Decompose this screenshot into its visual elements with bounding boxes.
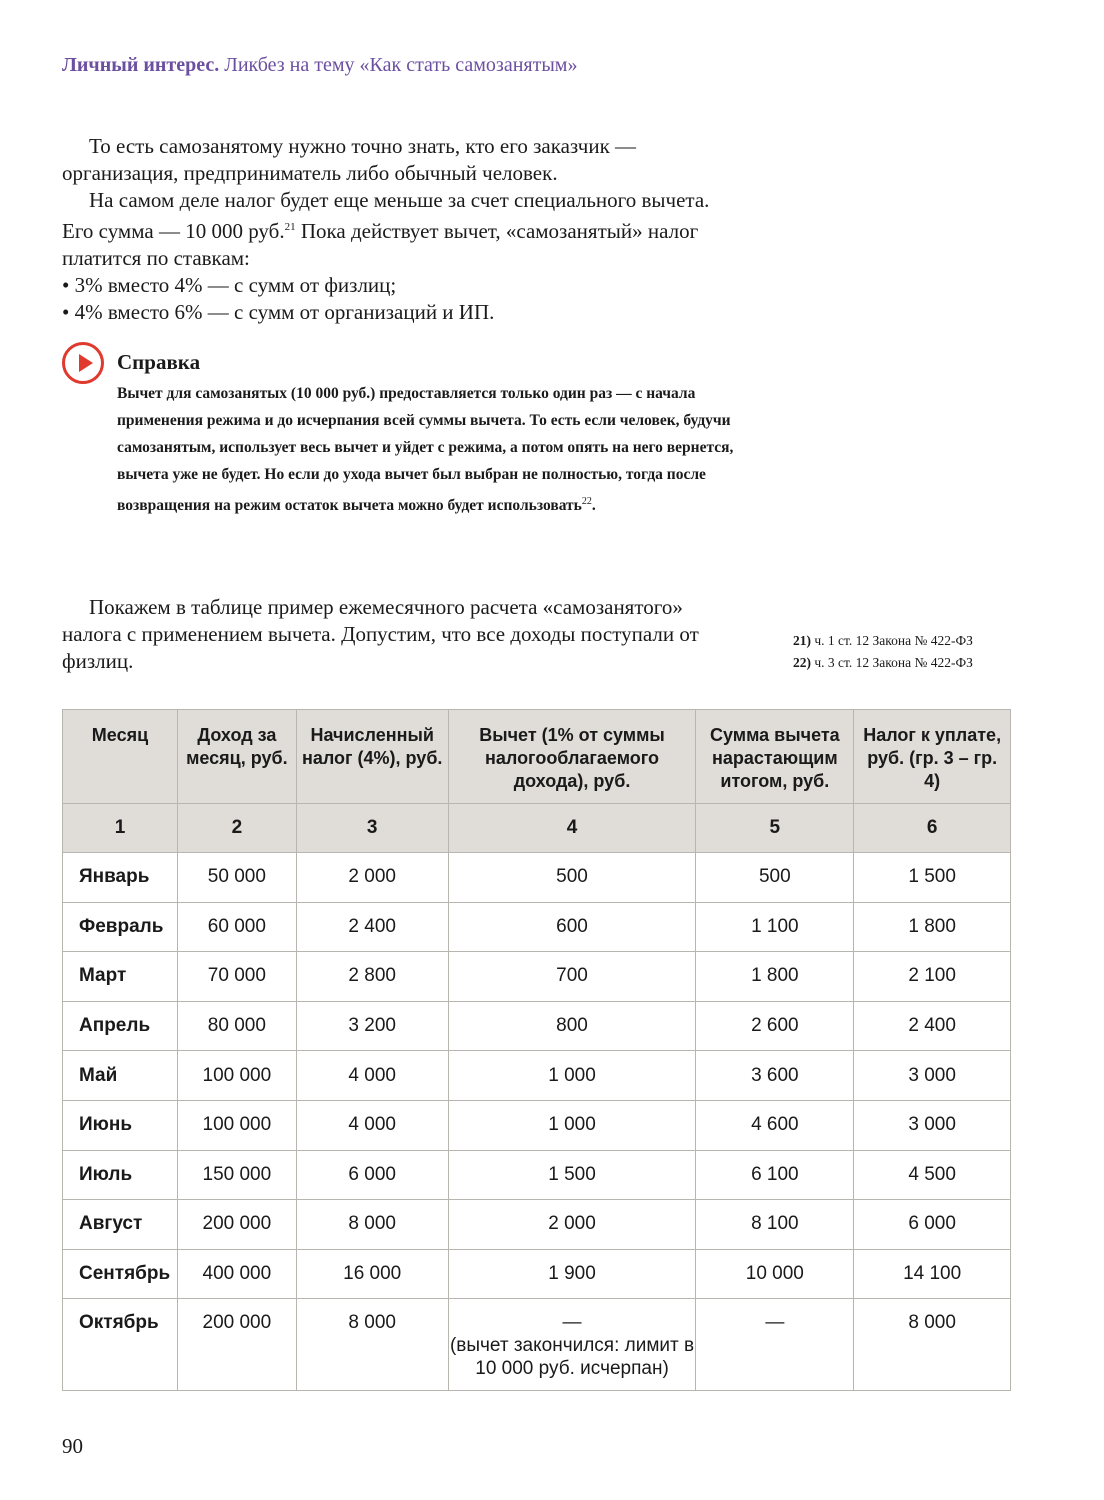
column-number-row xyxy=(63,804,1011,853)
table-cell: 4 000 xyxy=(296,1100,448,1150)
column-number: 2 xyxy=(177,804,296,853)
table-cell: 3 000 xyxy=(854,1051,1011,1101)
table-cell: 1 500 xyxy=(448,1150,696,1200)
table-cell: 150 000 xyxy=(177,1150,296,1200)
footnote-number: 22) xyxy=(793,655,811,670)
tax-table xyxy=(62,709,1011,1391)
table-cell: 800 xyxy=(448,1001,696,1051)
column-number: 6 xyxy=(854,804,1011,853)
table-cell: 500 xyxy=(448,853,696,903)
table-header-row xyxy=(63,710,1011,804)
table-cell: Февраль xyxy=(63,902,178,952)
paragraph-3-text: Покажем в таблице пример ежемесячного расчета «самозанятого» налога с применением вычета. Допустим, что все доходы поступали от физлиц. xyxy=(62,595,699,673)
paragraph-2 xyxy=(62,187,742,272)
note-title: Справка xyxy=(117,350,201,374)
table-cell: 10 000 xyxy=(696,1249,854,1299)
note-body: Вычет для самозанятых (10 000 руб.) предоставляется только один раз — с начала применения режима и до исчерпания всей суммы вычета. То есть если человек, будучи самозанятым, использует весь вычет и уйдет с режима, а потом опять на него вернется, вычета уже не будет. Но если до ухода вычет был выбран не полностью, тогда после возвращения на режим остаток вычета можно будет использовать xyxy=(117,385,734,515)
table-cell: 500 xyxy=(696,853,854,903)
table-cell: 100 000 xyxy=(177,1051,296,1101)
table-cell: 50 000 xyxy=(177,853,296,903)
play-circle-icon xyxy=(62,342,104,384)
table-cell: 2 400 xyxy=(296,902,448,952)
table-cell: 3 000 xyxy=(854,1100,1011,1150)
paragraph-3 xyxy=(62,594,742,675)
table-cell: 600 xyxy=(448,902,696,952)
table-row xyxy=(63,1200,1011,1250)
paragraph-1: То есть самозанятому нужно точно знать, кто его заказчик — организация, предприниматель либо обычный человек. xyxy=(62,134,637,185)
table-cell: 1 000 xyxy=(448,1100,696,1150)
table-cell: 6 000 xyxy=(854,1200,1011,1250)
table-cell: Август xyxy=(63,1200,178,1250)
table-cell: 6 100 xyxy=(696,1150,854,1200)
table-cell: 60 000 xyxy=(177,902,296,952)
table-cell: Апрель xyxy=(63,1001,178,1051)
bullet-1: • 3% вместо 4% — с сумм от физлиц; xyxy=(62,273,397,297)
table-cell: 1 500 xyxy=(854,853,1011,903)
note-end: . xyxy=(591,497,596,515)
table-cell: Январь xyxy=(63,853,178,903)
table-row xyxy=(63,1249,1011,1299)
table-cell: 14 100 xyxy=(854,1249,1011,1299)
table-cell: — (вычет закончился: лимит в 10 000 руб. исчерпан) xyxy=(448,1299,696,1391)
table-cell: 1 800 xyxy=(696,952,854,1002)
column-number: 3 xyxy=(296,804,448,853)
table-cell: Октябрь xyxy=(63,1299,178,1391)
table-row xyxy=(63,1150,1011,1200)
table-row xyxy=(63,1299,1011,1391)
header-accrued-tax: Начисленный налог (4%), руб. xyxy=(296,710,448,804)
bullet-2: • 4% вместо 6% — с сумм от организаций и ИП. xyxy=(62,300,495,324)
footnote-text: ч. 1 ст. 12 Закона № 422-ФЗ xyxy=(811,633,973,648)
footnote-22 xyxy=(793,655,973,671)
paragraph-2-b: Пока действует вычет, «самозанятый» налог платится по ставкам: xyxy=(62,219,699,270)
column-number: 4 xyxy=(448,804,696,853)
table-cell: 6 000 xyxy=(296,1150,448,1200)
table-cell: 400 000 xyxy=(177,1249,296,1299)
table-row xyxy=(63,853,1011,903)
table-cell: 4 000 xyxy=(296,1051,448,1101)
table-cell: 2 800 xyxy=(296,952,448,1002)
footnote-ref-22[interactable]: 22 xyxy=(581,496,592,507)
table-cell: Сентябрь xyxy=(63,1249,178,1299)
header-deduction: Вычет (1% от суммы налогооблагаемого дохода), руб. xyxy=(448,710,696,804)
footnote-ref-21[interactable]: 21 xyxy=(284,221,296,233)
table-cell: Июнь xyxy=(63,1100,178,1150)
table-row xyxy=(63,902,1011,952)
table-cell: 100 000 xyxy=(177,1100,296,1150)
table-cell: 700 xyxy=(448,952,696,1002)
table-cell: 200 000 xyxy=(177,1200,296,1250)
table-cell: 4 600 xyxy=(696,1100,854,1150)
paragraph-2-a: На самом деле налог будет еще меньше за счет специального вычета. Его сумма — 10 000 руб. xyxy=(62,188,710,243)
table-cell: 1 100 xyxy=(696,902,854,952)
table-cell: 2 000 xyxy=(296,853,448,903)
table-cell: 4 500 xyxy=(854,1150,1011,1200)
table-cell: 2 000 xyxy=(448,1200,696,1250)
table-cell: 1 800 xyxy=(854,902,1011,952)
column-number: 5 xyxy=(696,804,854,853)
table-cell: 8 000 xyxy=(296,1299,448,1391)
table-cell: 2 600 xyxy=(696,1001,854,1051)
header-month: Месяц xyxy=(63,710,178,804)
table-row xyxy=(63,1001,1011,1051)
table-cell: 70 000 xyxy=(177,952,296,1002)
table-cell: 80 000 xyxy=(177,1001,296,1051)
table-cell: 8 100 xyxy=(696,1200,854,1250)
note-text xyxy=(117,380,747,519)
header-tax-payable: Налог к уплате, руб. (гр. 3 – гр. 4) xyxy=(854,710,1011,804)
footnote-21 xyxy=(793,633,973,649)
column-number: 1 xyxy=(63,804,178,853)
table-cell: 200 000 xyxy=(177,1299,296,1391)
table-cell: 1 000 xyxy=(448,1051,696,1101)
table-cell: Май xyxy=(63,1051,178,1101)
table-cell: — xyxy=(696,1299,854,1391)
table-row xyxy=(63,1051,1011,1101)
table-cell: 1 900 xyxy=(448,1249,696,1299)
running-head-text: Ликбез на тему «Как стать самозанятым» xyxy=(224,54,578,76)
footnote-number: 21) xyxy=(793,633,811,648)
footnote-text: ч. 3 ст. 12 Закона № 422-ФЗ xyxy=(811,655,973,670)
table-cell: 8 000 xyxy=(296,1200,448,1250)
header-income: Доход за месяц, руб. xyxy=(177,710,296,804)
running-head-bold: Личный интерес. xyxy=(62,54,220,76)
table-row xyxy=(63,952,1011,1002)
table-cell: 2 400 xyxy=(854,1001,1011,1051)
page-number: 90 xyxy=(62,1434,83,1458)
header-cumulative-deduction: Сумма вычета нарастающим итогом, руб. xyxy=(696,710,854,804)
intro-text xyxy=(62,133,742,326)
running-head xyxy=(62,54,577,77)
table-cell: Март xyxy=(63,952,178,1002)
table-cell: 3 200 xyxy=(296,1001,448,1051)
table-cell: Июль xyxy=(63,1150,178,1200)
table-cell: 8 000 xyxy=(854,1299,1011,1391)
table-cell: 3 600 xyxy=(696,1051,854,1101)
table-cell: 16 000 xyxy=(296,1249,448,1299)
table-cell: 2 100 xyxy=(854,952,1011,1002)
table-row xyxy=(63,1100,1011,1150)
